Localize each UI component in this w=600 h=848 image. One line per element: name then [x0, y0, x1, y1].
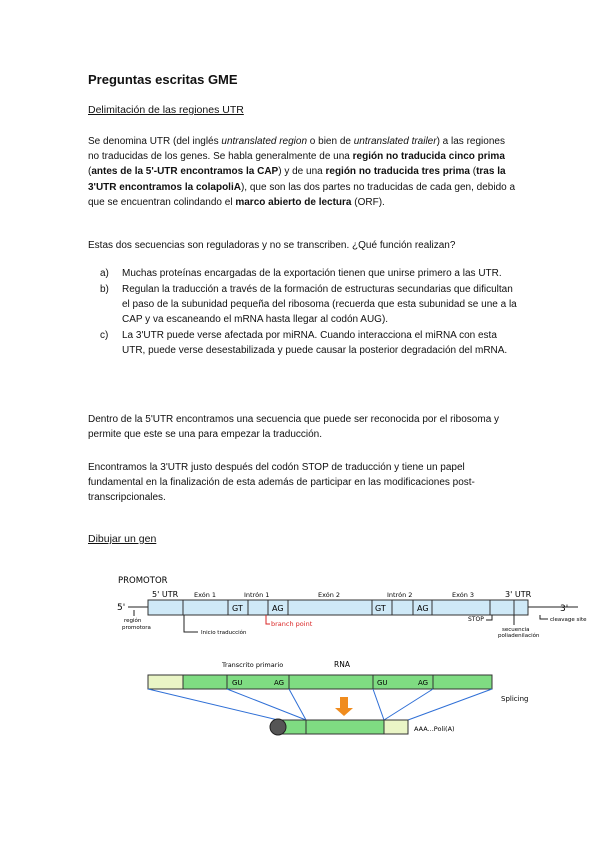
- cleavage-pointer: [540, 615, 548, 619]
- promotor-label: PROMOTOR: [118, 576, 168, 586]
- utr5-label: 5' UTR: [152, 590, 179, 599]
- gu-label-2: GU: [377, 679, 388, 687]
- cap-circle: [270, 719, 286, 735]
- paragraph-run: marco abierto de lectura: [235, 196, 352, 208]
- gene-box: [148, 600, 528, 615]
- list-item-text: La 3'UTR puede verse afectada por miRNA. Cuando interacciona el miRNA con esta UTR, puede verse desestabilizada y puede causar la posterior degradación del mRNA.: [122, 330, 508, 356]
- poliA-label-2: poliadenilación: [498, 633, 540, 639]
- intron2-label: Intrón 2: [387, 591, 413, 599]
- mature-exon2: [306, 720, 384, 734]
- exon1-label: Exón 1: [194, 591, 217, 599]
- splicing-label: Splicing: [501, 695, 529, 703]
- inicio-traduccion-label: Inicio traducción: [201, 630, 247, 636]
- rna-label: RNA: [334, 660, 350, 669]
- rna-exon2: [289, 675, 373, 689]
- branch-point-label: branch point: [271, 620, 313, 628]
- three-prime-label: 3': [560, 604, 569, 614]
- paragraph-5utr: Dentro de la 5'UTR encontramos una secuencia que puede ser reconocida por el ribosoma y permite que este se una para empezar la traducción.: [88, 414, 500, 441]
- processing-arrow: [335, 697, 353, 716]
- list-marker: b): [100, 284, 109, 295]
- splice-line-3: [289, 689, 306, 720]
- region-promotora-label-1: región: [124, 618, 142, 624]
- rna-exon1: [183, 675, 227, 689]
- paragraph-run: untranslated trailer: [353, 136, 437, 147]
- paragraph-3utr: Encontramos la 3'UTR justo después del codón STOP de traducción y tiene un papel fundamental en la finalización de esta además de participar en las modificaciones post-transcripcionales.: [88, 462, 475, 504]
- ag-rna-label-1: AG: [274, 679, 285, 687]
- splice-line-5: [384, 689, 433, 720]
- paragraph-run: región no traducida tres prima: [325, 166, 470, 178]
- list-item-text: Muchas proteínas encargadas de la exportación tienen que unirse primero a las UTR.: [122, 268, 502, 279]
- list-marker: c): [100, 330, 109, 341]
- splice-line-2: [227, 689, 306, 720]
- gu-label-1: GU: [232, 679, 243, 687]
- stop-label: STOP: [468, 616, 484, 623]
- transcrito-label: Transcrito primario: [222, 661, 284, 669]
- paragraph-question: Estas dos secuencias son reguladoras y no se transcriben. ¿Qué función realizan?: [88, 240, 456, 251]
- paragraph-run: untranslated region: [221, 136, 308, 147]
- section-heading-utr: Delimitación de las regiones UTR: [88, 104, 244, 116]
- five-prime-label: 5': [117, 603, 126, 613]
- rna-exon3: [433, 675, 492, 689]
- list-item-text: Regulan la traducción a través de la formación de estructuras secundarias que dificultan el paso de la subunidad pequeña del ribosoma (recuerda que esta subunidad se une a la CAP y va escaneando el mRNA hasta llegar al codón AUG).: [122, 284, 517, 325]
- paragraph-run: (: [469, 166, 477, 178]
- paragraph-run: Se denomina UTR (del inglés: [88, 136, 222, 147]
- splice-line-6: [408, 689, 492, 720]
- branch-point-pointer: [266, 615, 270, 624]
- ag-label-1: AG: [272, 604, 284, 613]
- exon3-label: Exón 3: [452, 591, 475, 599]
- paragraph-run: (ORF).: [351, 196, 385, 208]
- cleavage-label: cleavage site: [550, 617, 587, 623]
- section-heading-gene: Dibujar un gen: [88, 533, 157, 545]
- utr3-end-box: [514, 600, 528, 615]
- poliA-label-1: secuencia: [502, 627, 530, 633]
- ag-label-2: AG: [417, 604, 429, 613]
- paragraph-run: ), que son las dos partes no traducidas de cada gen, debido a que se encuentran colindando el: [88, 181, 516, 208]
- paragraph-run: tras la 3'UTR encontramos la colapoliA: [88, 166, 506, 193]
- paragraph-run: región no traducida cinco prima: [352, 151, 505, 163]
- gt-label-1: GT: [232, 604, 243, 613]
- polia-label: AAA...Poli(A): [414, 725, 455, 733]
- paragraph-run: antes de la 5'-UTR encontramos la CAP: [91, 166, 279, 178]
- gt-label-2: GT: [375, 604, 386, 613]
- page-title: Preguntas escritas GME: [88, 72, 238, 87]
- paragraph-run: o bien de: [307, 136, 354, 147]
- intron1-label: Intrón 1: [244, 591, 270, 599]
- paragraph-run: (: [88, 166, 92, 178]
- paragraph-run: ) y de una: [278, 166, 326, 178]
- ag-rna-label-2: AG: [418, 679, 429, 687]
- region-promotora-label-2: promotora: [122, 625, 151, 631]
- stop-pointer: [486, 615, 492, 620]
- utr3-label: 3' UTR: [505, 590, 532, 599]
- splice-line-1: [148, 689, 278, 720]
- list-marker: a): [100, 268, 109, 279]
- exon2-label: Exón 2: [318, 591, 341, 599]
- paragraph-run: ) a las regiones no traducidas de los genes. Se habla generalmente de una: [88, 136, 505, 163]
- splice-line-4: [373, 689, 384, 720]
- inicio-pointer: [184, 615, 198, 632]
